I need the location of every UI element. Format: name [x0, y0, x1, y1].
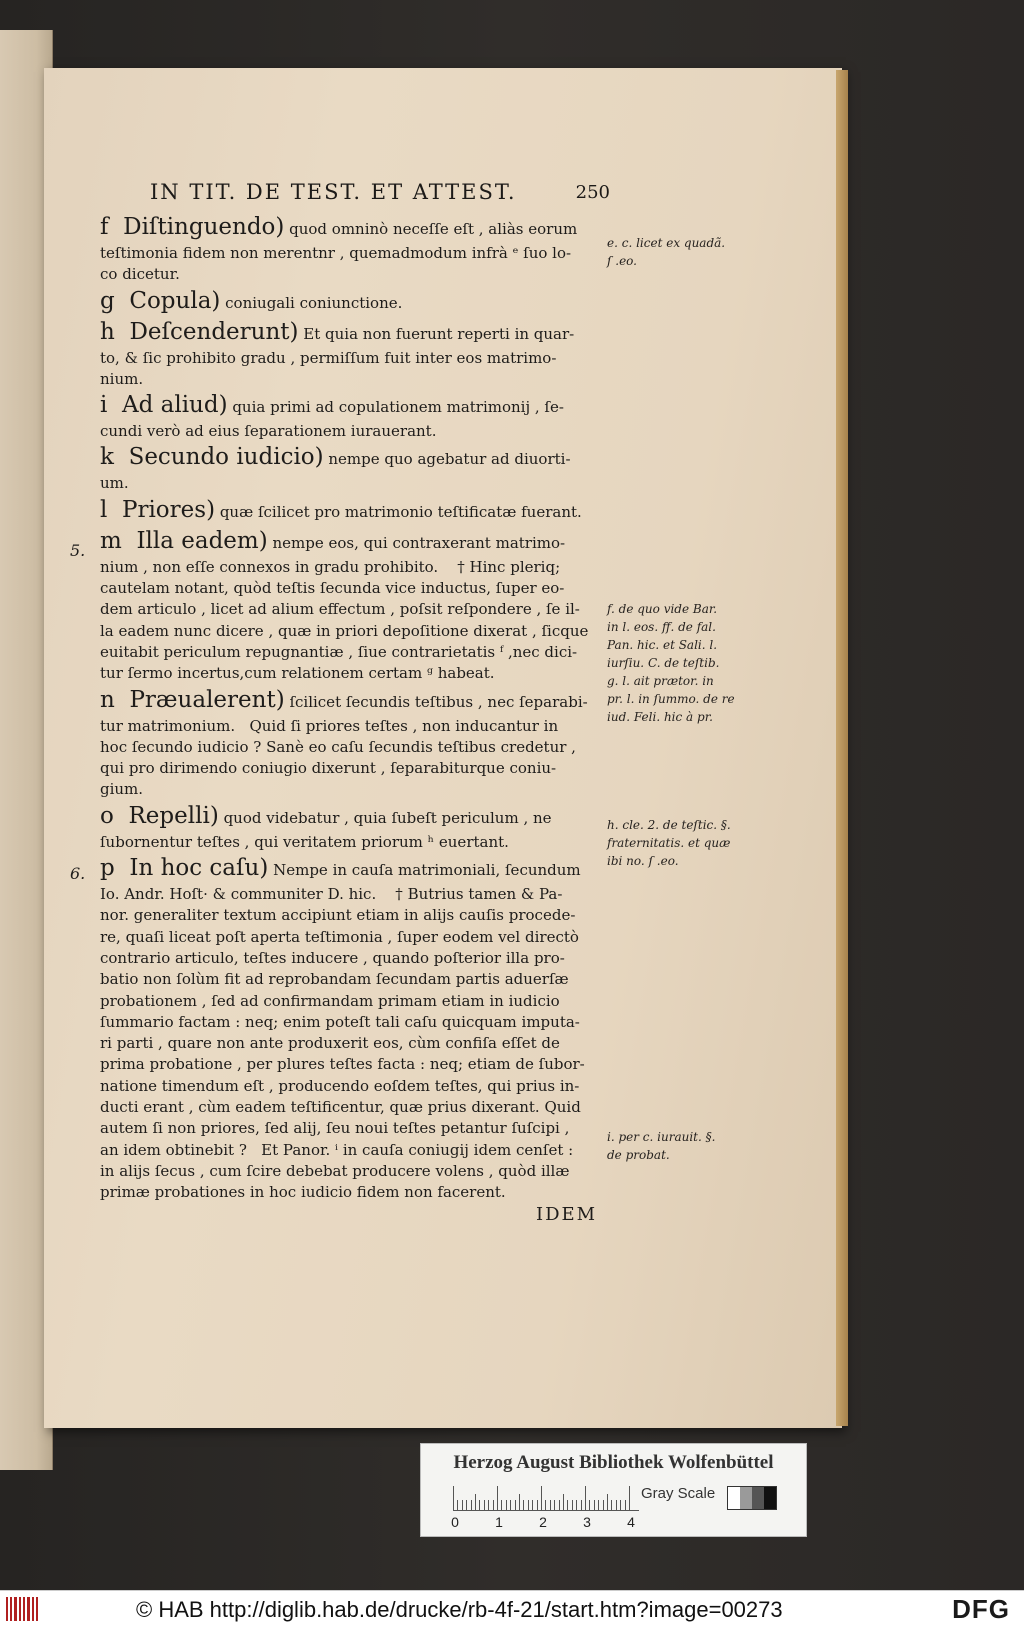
- text-line: ducti erant , cùm eadem teſtificentur, quæ prius dixerant. Quid: [100, 1098, 581, 1117]
- text-line: natione timendum eſt , producendo eoſdem teſtes, qui prius in-: [100, 1076, 580, 1095]
- text-line: la eadem nunc dicere , quæ in priori depoſitione dixerat , ſicque: [100, 621, 589, 640]
- lemma-word: Secundo iudicio): [128, 444, 324, 471]
- text-line: gium.: [100, 780, 144, 799]
- ruler-tick: [475, 1494, 476, 1510]
- text-line: in alijs ſecus , cum ſcire debebat producere volens , quòd illæ: [100, 1161, 570, 1180]
- lemma-gloss: quæ ſcilicet pro matrimonio teſtificatæ fuerant.: [215, 502, 582, 521]
- ruler-number: 1: [495, 1514, 503, 1530]
- side-note-line: iud. Feli. hic à pr.: [607, 710, 713, 724]
- side-note-i: [607, 1128, 737, 1164]
- lemma-letter: n: [100, 686, 115, 713]
- text-line: dem articulo , licet ad alium effectum , poſsit reſpondere , ſe il-: [100, 600, 580, 619]
- lemma-line: [100, 801, 608, 832]
- library-color-card: [420, 1443, 807, 1537]
- text-line: nium.: [100, 369, 144, 388]
- text-line: contrario articulo, teſtes inducere , quando poſterior illa pro-: [100, 948, 565, 967]
- gray-scale-label: Gray Scale: [641, 1485, 716, 1502]
- ruler-tick: [506, 1500, 507, 1510]
- side-note-e: [607, 234, 737, 270]
- commentary-text: [100, 212, 608, 1204]
- footer-bar: [0, 1590, 1024, 1627]
- side-note-line: g. l. ait prætor. in: [607, 674, 714, 688]
- lemma-gloss: quod videbatur , quia ſubeſt periculum , ne: [218, 808, 552, 827]
- lemma-line: [100, 286, 608, 317]
- lemma-line: [100, 495, 608, 526]
- text-line: cautelam notant, quòd teſtis ſecunda vice inductus, ſuper eo-: [100, 579, 565, 598]
- ruler-tick: [625, 1500, 626, 1510]
- lemma-line: [100, 685, 608, 716]
- page-number: 250: [575, 182, 610, 203]
- ruler-tick: [528, 1500, 529, 1510]
- ruler-tick: [603, 1500, 604, 1510]
- side-note-g: [607, 672, 737, 726]
- text-line: co dicetur.: [100, 265, 180, 284]
- side-note-line: fraternitatis. et quæ: [607, 836, 731, 850]
- lemma-letter: l: [100, 496, 108, 523]
- text-line: nium , non eſſe connexos in gradu prohibito. † Hinc pleriq;: [100, 557, 561, 576]
- lemma-line: [100, 390, 608, 421]
- lemma-letter: f: [100, 214, 109, 240]
- lemma-gloss: nempe eos, qui contraxerant matrimo-: [267, 533, 566, 552]
- text-line: ſummario factam : neq; enim poteſt tali caſu quicquam imputa-: [100, 1012, 580, 1031]
- text-line: Io. Andr. Hoſt· & communiter D. hic. † Butrius tamen & Pa-: [100, 885, 563, 904]
- lemma-line: [100, 853, 608, 884]
- library-name: Herzog August Bibliothek Wolfenbüttel: [453, 1452, 774, 1473]
- ruler-tick: [607, 1494, 608, 1510]
- text-line: tur matrimonium. Quid ſi priores teſtes , non inducantur in: [100, 716, 559, 735]
- text-line: an idem obtinebit ? Et Panor. ⁱ in cauſa coniugij idem cenſet :: [100, 1140, 574, 1159]
- ruler-tick: [594, 1500, 595, 1510]
- side-note-line: pr. l. in ſummo. de re: [607, 692, 735, 706]
- text-line: probationem , ſed ad confirmandam primam etiam in iudicio: [100, 991, 560, 1010]
- ruler-tick: [532, 1500, 533, 1510]
- text-line: to, & ſic prohibito gradu , permiſſum fuit inter eos matrimo-: [100, 348, 557, 367]
- ruler-tick: [616, 1500, 617, 1510]
- side-note-line: h. cle. 2. de teſtic. §.: [607, 818, 731, 832]
- ruler-number: 0: [451, 1514, 459, 1530]
- text-line: ri parti , quare non ante produxerit eos, cùm confiſa eſſet de: [100, 1034, 560, 1053]
- ruler-tick: [550, 1500, 551, 1510]
- ruler-tick: [563, 1494, 564, 1510]
- text-line: euitabit periculum repugnantiæ , ſiue contrarietatis ᶠ ,nec dici-: [100, 642, 578, 661]
- lemma-word: In hoc caſu): [129, 855, 269, 882]
- lemma-gloss: ſcilicet ſecundis teſtibus , nec ſeparabi-: [284, 692, 588, 711]
- lemma-word: Repelli): [128, 802, 219, 829]
- ruler-tick: [501, 1500, 502, 1510]
- text-line: primæ probationes in hoc iudicio fidem non facerent.: [100, 1183, 506, 1202]
- ruler-tick: [554, 1500, 555, 1510]
- ruler-tick: [567, 1500, 568, 1510]
- ruler-tick: [497, 1486, 498, 1510]
- side-note-line: i. per c. iurauit. §.: [607, 1130, 716, 1144]
- lemma-letter: k: [100, 444, 114, 471]
- text-line: hoc ſecundo iudicio ? Sanè eo caſu ſecundis teſtibus credetur ,: [100, 737, 576, 756]
- text-line: tur ſermo incertus,cum relationem certam ᵍ habeat.: [100, 664, 495, 683]
- running-head: [150, 180, 610, 208]
- lemma-line: [100, 212, 608, 243]
- ruler-tick: [537, 1500, 538, 1510]
- text-line: autem ſi non priores, ſed alij, ſeu noui teſtes petantur ſuſcipi ,: [100, 1119, 570, 1138]
- ruler-tick: [479, 1500, 480, 1510]
- lemma-letter: m: [100, 527, 122, 554]
- margin-number-5: 5.: [70, 541, 86, 560]
- ruler-number: 4: [627, 1514, 635, 1530]
- ruler-tick: [462, 1500, 463, 1510]
- lemma-word: Ad aliud): [121, 392, 228, 419]
- side-note-line: f. de quo vide Bar.: [607, 602, 718, 616]
- ruler-tick: [453, 1486, 454, 1510]
- lemma-letter: o: [100, 802, 114, 829]
- lemma-line: [100, 442, 608, 473]
- text-line: um.: [100, 474, 129, 493]
- lemma-gloss: Et quia non fuerunt reperti in quar-: [298, 324, 575, 343]
- text-line: batio non ſolùm fit ad reprobandam ſecundam partis aduerſæ: [100, 970, 569, 989]
- text-line: cundi verò ad eius ſeparationem iurauerant.: [100, 422, 437, 441]
- running-head-title: IN TIT. DE TEST. ET ATTEST.: [150, 180, 517, 204]
- lemma-word: Illa eadem): [136, 527, 268, 554]
- ruler-tick: [523, 1500, 524, 1510]
- text-line: teſtimonia fidem non merentnr , quemadmodum infrà ᵉ ſuo lo-: [100, 244, 572, 262]
- lemma-word: Deſcenderunt): [129, 318, 299, 345]
- ruler-tick: [510, 1500, 511, 1510]
- ruler-tick: [576, 1500, 577, 1510]
- lemma-line: [100, 526, 608, 557]
- side-note-line: iurſiu. C. de teſtib.: [607, 656, 720, 670]
- lemma-word: Copula): [129, 287, 221, 314]
- side-note-line: ibi no. ſ .eo.: [607, 854, 679, 868]
- ruler-tick: [629, 1486, 630, 1510]
- side-note-h: [607, 816, 737, 870]
- ruler-tick: [559, 1500, 560, 1510]
- text-line: prima probatione , per plures teſtes facta : neq; etiam de ſubor-: [100, 1055, 585, 1074]
- margin-number-6: 6.: [70, 864, 86, 883]
- lemma-word: Præualerent): [129, 686, 285, 713]
- lemma-letter: p: [100, 855, 115, 882]
- ruler-tick: [611, 1500, 612, 1510]
- text-line: re, quaſi liceat poſt aperta teſtimonia , ſuper eodem vel directò: [100, 927, 579, 946]
- ruler-tick: [541, 1486, 542, 1510]
- ruler-tick: [466, 1500, 467, 1510]
- lemma-letter: h: [100, 318, 115, 345]
- side-note-line: de probat.: [607, 1148, 670, 1162]
- side-note-f: [607, 600, 737, 672]
- ruler-tick: [471, 1500, 472, 1510]
- ruler-tick: [598, 1500, 599, 1510]
- side-note-line: ſ .eo.: [607, 254, 637, 268]
- side-note-line: Pan. hic. et Sali. l.: [607, 638, 718, 652]
- lemma-gloss: quia primi ad copulationem matrimonij , ſe-: [227, 398, 564, 417]
- dfg-logo: DFG: [952, 1594, 1010, 1624]
- ruler-tick: [457, 1500, 458, 1510]
- side-note-line: e. c. licet ex quadã.: [607, 236, 726, 250]
- catchword: IDEM: [536, 1204, 598, 1225]
- ruler-tick: [589, 1500, 590, 1510]
- ruler-tick: [515, 1500, 516, 1510]
- hab-barcode-icon: [6, 1597, 46, 1621]
- text-line: qui pro dirimendo coniugio dixerunt , ſeparabiturque coniu-: [100, 759, 557, 778]
- lemma-word: Diſtinguendo): [123, 214, 285, 240]
- ruler-tick: [620, 1500, 621, 1510]
- lemma-gloss: Nempe in cauſa matrimoniali, ſecundum: [268, 861, 581, 880]
- lemma-line: [100, 317, 608, 348]
- ruler-tick: [484, 1500, 485, 1510]
- ruler-tick: [581, 1500, 582, 1510]
- lemma-letter: i: [100, 392, 108, 419]
- lemma-letter: g: [100, 287, 115, 314]
- ruler-tick: [585, 1486, 586, 1510]
- measurement-ruler: [453, 1482, 639, 1511]
- ruler-number: 3: [583, 1514, 591, 1530]
- ruler-tick: [488, 1500, 489, 1510]
- ruler-tick: [572, 1500, 573, 1510]
- footer-copyright-link[interactable]: © HAB http://diglib.hab.de/drucke/rb-4f-21/start.htm?image=00273: [136, 1597, 783, 1622]
- lemma-gloss: quod omninò neceſſe eſt , aliàs eorum: [284, 220, 578, 238]
- text-line: nor. generaliter textum accipiunt etiam in alijs cauſis procede-: [100, 906, 576, 925]
- lemma-gloss: nempe quo agebatur ad diuorti-: [323, 450, 571, 469]
- ruler-tick: [493, 1500, 494, 1510]
- text-line: ſubornentur teſtes , qui veritatem priorum ʰ euertant.: [100, 832, 509, 851]
- gray-scale-swatch: [727, 1486, 777, 1510]
- lemma-gloss: coniugali coniunctione.: [220, 293, 403, 312]
- lemma-word: Priores): [121, 496, 216, 523]
- ruler-tick: [545, 1500, 546, 1510]
- ruler-number: 2: [539, 1514, 547, 1530]
- side-note-line: in l. eos. ff. de fal.: [607, 620, 716, 634]
- ruler-tick: [519, 1494, 520, 1510]
- page-fore-edge: [836, 70, 848, 1426]
